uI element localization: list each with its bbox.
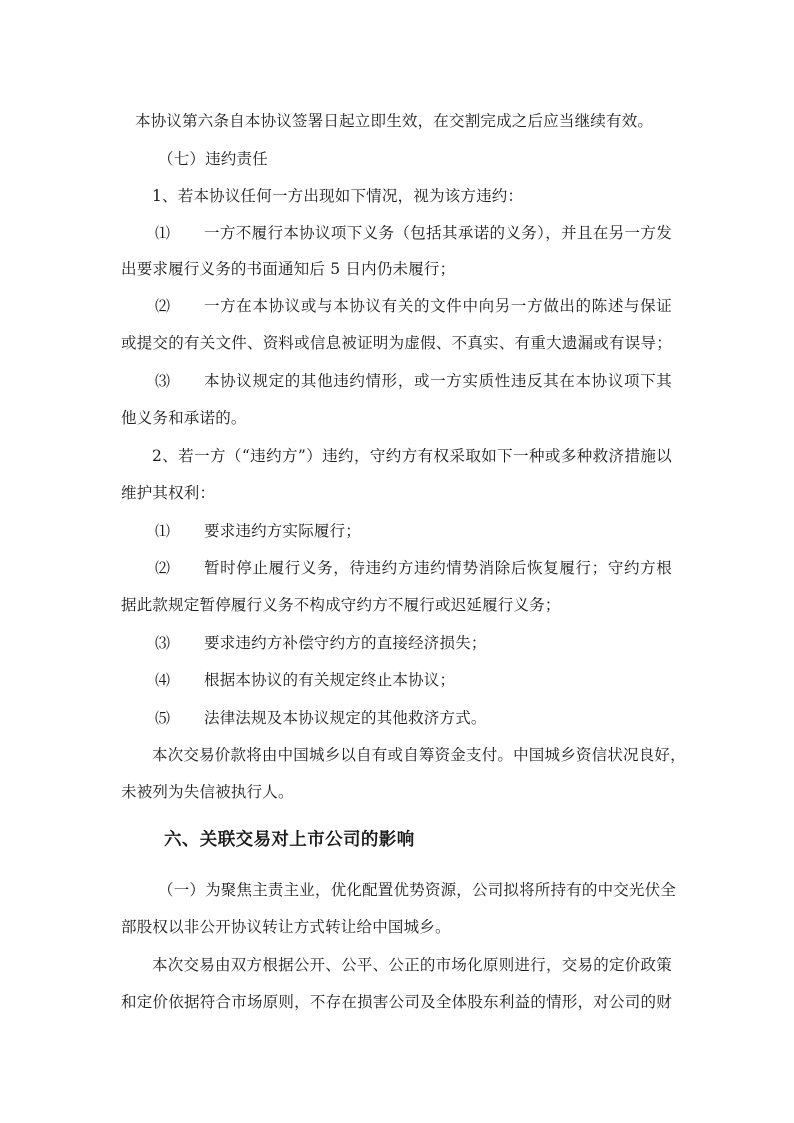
clause-2-item-4: 根据本协议的有关规定终止本协议； [204,671,456,689]
clause-2-item-2-line-2: 据此款规定暂停履行义务不构成守约方不履行或迟延履行义务； [121,596,561,614]
item-number: ⑵ [155,297,171,315]
section-7-title: （七）违约责任 [158,150,268,168]
clause-1-item-3-line-2: 他义务和承诺的。 [121,409,247,427]
clause-1-item-2-line-2: 或提交的有关文件、资料或信息被证明为虚假、不真实、有重大遗漏或有误导； [121,334,672,352]
payment-line-1: 本次交易价款将由中国城乡以自有或自筹资金支付。中国城乡资信状况良好， [152,746,686,764]
item-number: ⑸ [155,709,171,727]
clause-2-line-2: 维护其权利： [121,484,216,502]
section-6-para-1-line-2: 部股权以非公开协议转让方式转让给中国城乡。 [121,918,451,936]
clause-2-line-1: 2、若一方（“违约方”）违约，守约方有权采取如下一种或多种救济措施以 [152,447,672,465]
section-6-heading: 六、关联交易对上市公司的影响 [164,830,415,850]
clause-2-item-5: 法律法规及本协议规定的其他救济方式。 [204,709,487,727]
section-6-para-1-line-1: （一）为聚焦主责主业，优化配置优势资源，公司拟将所持有的中交光伏全 [158,881,677,899]
effective-clause: 本协议第六条自本协议签署日起立即生效，在交割完成之后应当继续有效。 [135,112,654,130]
item-number: ⑶ [155,372,171,390]
item-number: ⑷ [155,671,171,689]
clause-2-item-1: 要求违约方实际履行； [204,522,362,540]
item-number: ⑵ [155,559,171,577]
clause-1-intro: 1、若本协议任何一方出现如下情况，视为该方违约： [152,187,524,205]
clause-2-item-3: 要求违约方补偿守约方的直接经济损失； [204,634,487,652]
clause-2-item-2-line-1: 暂时停止履行义务，待违约方违约情势消除后恢复履行；守约方根 [204,559,672,577]
section-6-para-2-line-1: 本次交易由双方根据公开、公平、公正的市场化原则进行，交易的定价政策 [152,956,672,974]
clause-1-item-1-line-1: 一方不履行本协议项下义务（包括其承诺的义务），并且在另一方发 [204,224,672,242]
clause-1-item-3-line-1: 本协议规定的其他违约情形，或一方实质性违反其在本协议项下其 [204,372,672,390]
payment-line-2: 未被列为失信被执行人。 [121,783,294,801]
item-number: ⑴ [155,224,171,242]
section-6-para-2-line-2: 和定价依据符合市场原则，不存在损害公司及全体股东利益的情形，对公司的财 [121,993,672,1011]
clause-1-item-1-line-2: 出要求履行义务的书面通知后 5 日内仍未履行； [121,260,456,278]
item-number: ⑴ [155,522,171,540]
item-number: ⑶ [155,634,171,652]
clause-1-item-2-line-1: 一方在本协议或与本协议有关的文件中向另一方做出的陈述与保证 [204,297,672,315]
